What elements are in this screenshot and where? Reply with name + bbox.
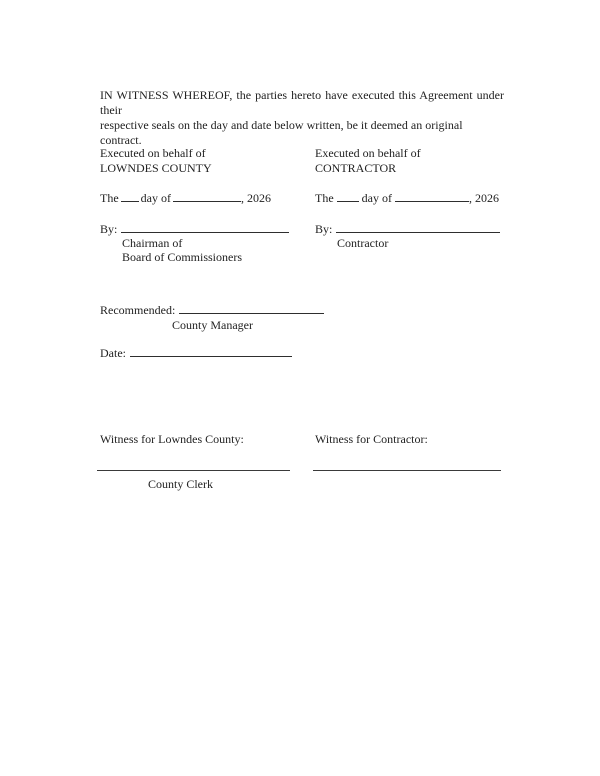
execution-date-line-contractor bbox=[315, 190, 499, 206]
executed-label: Executed on behalf of bbox=[100, 146, 206, 160]
recommended-label: Recommended: bbox=[100, 303, 176, 317]
day-blank-line bbox=[337, 190, 359, 202]
date-line bbox=[100, 345, 292, 361]
month-blank-line bbox=[173, 190, 241, 202]
year-label: , 2026 bbox=[468, 191, 499, 205]
day-of-label: day of bbox=[140, 191, 171, 205]
executed-label: Executed on behalf of bbox=[315, 146, 421, 160]
signer-title-line: Contractor bbox=[337, 236, 389, 250]
date-the-label: The bbox=[100, 191, 119, 205]
signer-title-contractor bbox=[337, 236, 388, 251]
intro-line-2: respective seals on the day and date below written, be it deemed an original contract. bbox=[100, 118, 463, 147]
intro-line-1: IN WITNESS WHEREOF, the parties hereto have executed this Agreement under their bbox=[100, 88, 504, 117]
by-signature-line-lowndes bbox=[100, 221, 289, 237]
date-blank-line bbox=[130, 345, 292, 357]
in-witness-paragraph bbox=[100, 88, 504, 148]
party-name-contractor: CONTRACTOR bbox=[315, 161, 397, 175]
by-label: By: bbox=[100, 222, 118, 236]
month-blank-line bbox=[395, 190, 469, 202]
signer-title-line: Board of Commissioners bbox=[122, 250, 242, 264]
signer-title-line: Chairman of bbox=[122, 236, 183, 250]
day-blank-line bbox=[121, 190, 139, 202]
executed-on-behalf-contractor bbox=[315, 146, 421, 176]
witness-contractor-label: Witness for Contractor: bbox=[315, 432, 428, 446]
witness-signature-rule-contractor bbox=[313, 470, 501, 471]
day-of-label: day of bbox=[361, 191, 392, 205]
date-the-label: The bbox=[315, 191, 334, 205]
by-signature-line-contractor bbox=[315, 221, 500, 237]
recommended-line bbox=[100, 302, 324, 318]
signature-blank-line bbox=[336, 221, 500, 233]
county-manager-title: County Manager bbox=[172, 318, 253, 332]
executed-on-behalf-lowndes bbox=[100, 146, 212, 176]
witness-lowndes-label: Witness for Lowndes County: bbox=[100, 432, 244, 446]
signer-title-lowndes bbox=[122, 236, 242, 264]
by-label: By: bbox=[315, 222, 333, 236]
county-clerk-title: County Clerk bbox=[148, 477, 213, 491]
recommended-blank-line bbox=[179, 302, 324, 314]
year-label: , 2026 bbox=[240, 191, 271, 205]
date-label: Date: bbox=[100, 346, 126, 360]
party-name-lowndes-county: LOWNDES COUNTY bbox=[100, 161, 212, 175]
execution-date-line-lowndes bbox=[100, 190, 271, 206]
witness-signature-rule-lowndes bbox=[97, 470, 290, 471]
signature-blank-line bbox=[121, 221, 289, 233]
